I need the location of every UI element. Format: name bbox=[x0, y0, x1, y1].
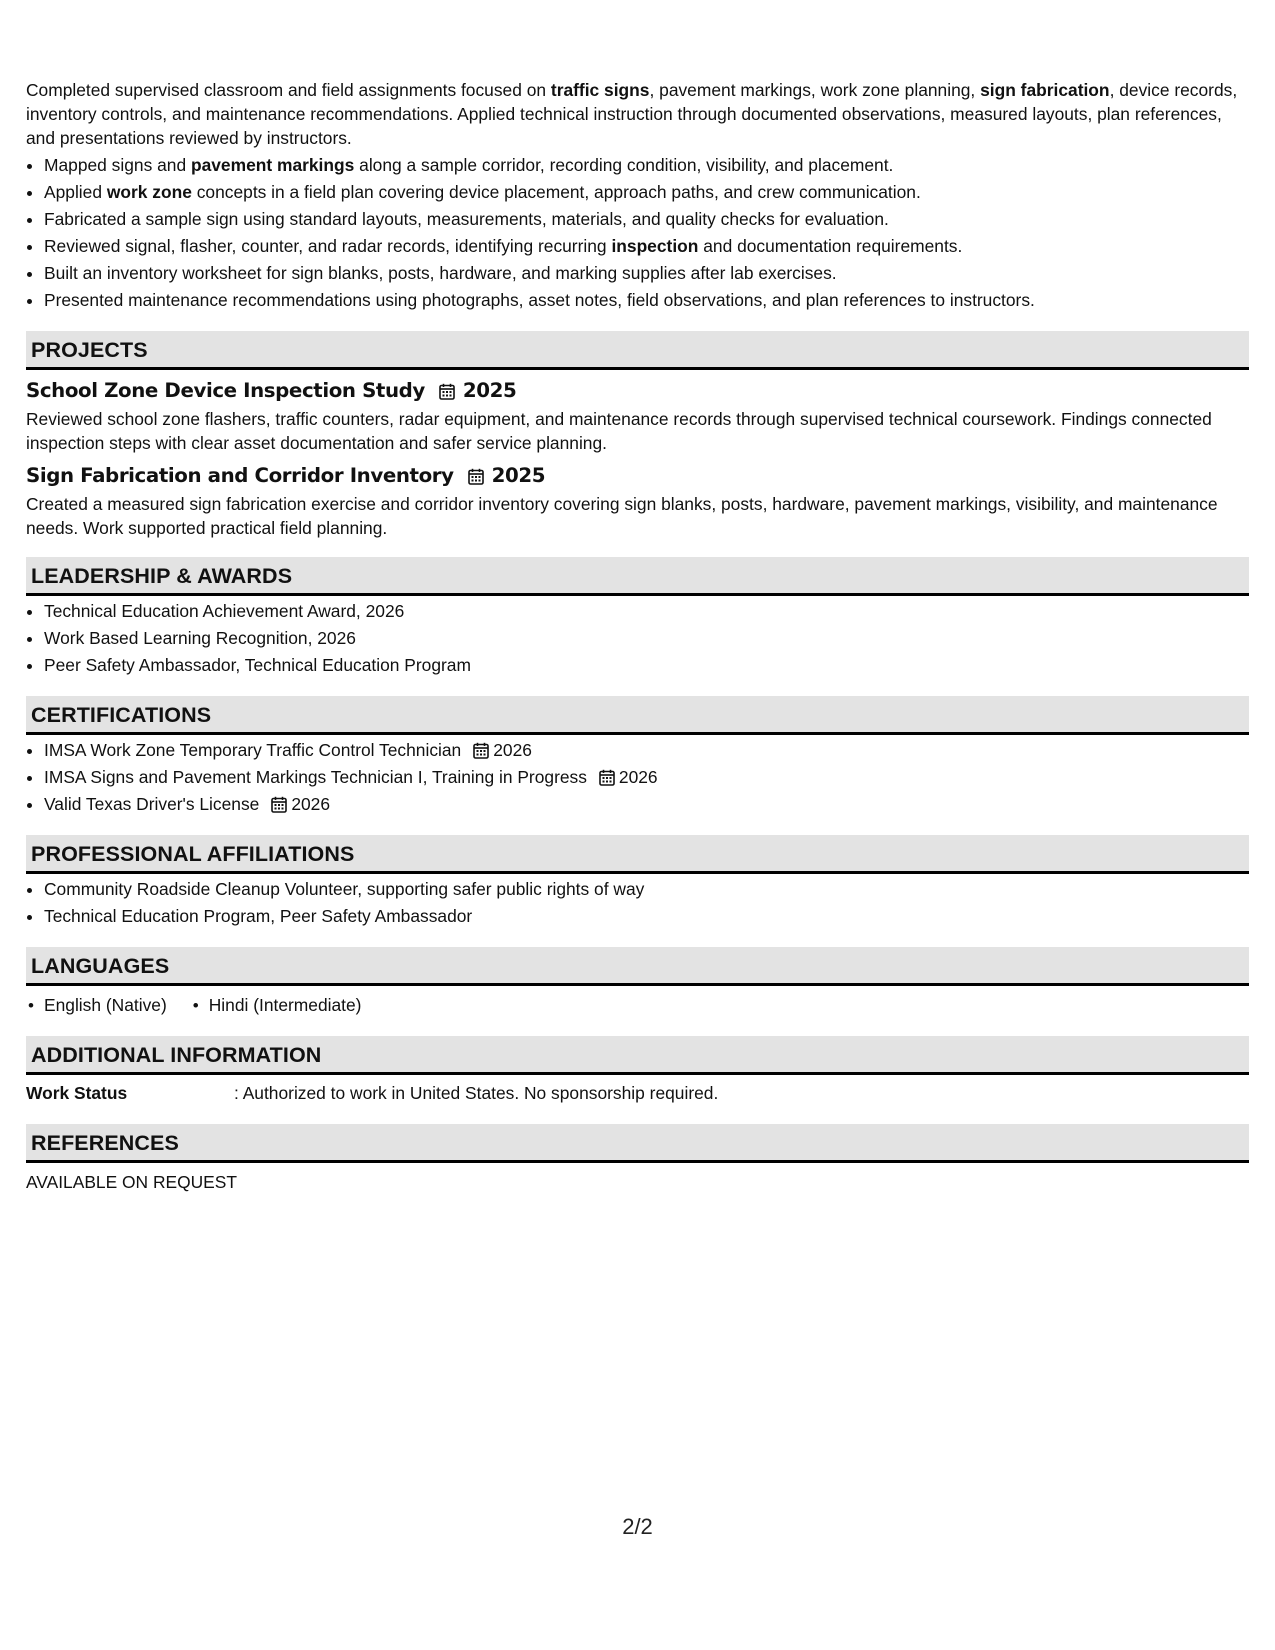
experience-bullet bbox=[44, 152, 1249, 179]
text-run: Applied bbox=[44, 182, 107, 202]
certification-name: • IMSA Signs and Pavement Markings Technician I, Training in Progress bbox=[44, 767, 587, 787]
languages-list bbox=[26, 992, 1249, 1019]
calendar-icon bbox=[439, 383, 455, 400]
section-heading-certifications: CERTIFICATIONS bbox=[26, 696, 1249, 735]
awards-list bbox=[26, 598, 1249, 679]
bold-keyword: pavement markings bbox=[190, 155, 355, 175]
certification-item bbox=[44, 791, 1249, 818]
certification-name: • IMSA Work Zone Temporary Traffic Control Technician bbox=[44, 740, 462, 760]
text-run: concepts in a field plan covering device placement, approach paths, and crew communication. bbox=[191, 182, 921, 202]
experience-bullet bbox=[44, 233, 1249, 260]
affiliation-item: • Community Roadside Cleanup Volunteer, supporting safer public rights of way bbox=[44, 876, 1249, 903]
certification-item bbox=[44, 764, 1249, 791]
text-run: , pavement markings, work zone planning, bbox=[649, 80, 981, 100]
calendar-icon bbox=[271, 796, 287, 813]
experience-bullet bbox=[44, 260, 1249, 287]
text-run: along a sample corridor, recording condition, visibility, and placement. bbox=[354, 155, 894, 175]
award-item: • Technical Education Achievement Award, 2026 bbox=[44, 598, 1249, 625]
experience-summary bbox=[26, 78, 1249, 150]
references-text: AVAILABLE ON REQUEST bbox=[26, 1172, 238, 1192]
projects-list bbox=[26, 378, 1249, 540]
project-title-row bbox=[26, 378, 1249, 404]
certification-line bbox=[44, 737, 532, 764]
text-run: Completed supervised classroom and field assignments focused on bbox=[26, 80, 551, 100]
certification-year: 2026 bbox=[618, 767, 658, 787]
experience-bullets bbox=[26, 152, 1249, 314]
resume-page bbox=[26, 78, 1249, 1196]
text-run: Mapped signs and bbox=[44, 155, 191, 175]
text-run: Reviewed signal, flasher, counter, and radar records, identifying recurring bbox=[44, 236, 612, 256]
calendar-icon bbox=[473, 742, 489, 759]
affiliations-list bbox=[26, 876, 1249, 930]
experience-bullet bbox=[44, 206, 1249, 233]
project-title: Sign Fabrication and Corridor Inventory bbox=[26, 464, 454, 487]
work-status-value: : Authorized to work in United States. No sponsorship required. bbox=[234, 1083, 719, 1103]
bold-keyword: work zone bbox=[106, 182, 192, 202]
section-heading-projects: PROJECTS bbox=[26, 331, 1249, 370]
work-status-row bbox=[26, 1080, 1249, 1107]
calendar-icon bbox=[468, 468, 484, 485]
language-item: • Hindi (Intermediate) bbox=[191, 992, 362, 1019]
bold-keyword: sign fabrication bbox=[980, 80, 1110, 100]
certifications-list bbox=[26, 737, 1249, 818]
experience-bullet bbox=[44, 287, 1249, 314]
project-year: 2025 bbox=[491, 464, 546, 487]
project-title: School Zone Device Inspection Study bbox=[26, 379, 425, 402]
project-description: Created a measured sign fabrication exercise and corridor inventory covering sign blanks, posts, hardware, pavement markings, visibility, and maintenance needs. Work supported practical field planning. bbox=[26, 494, 1218, 538]
affiliation-item: • Technical Education Program, Peer Safety Ambassador bbox=[44, 903, 1249, 930]
certification-name: • Valid Texas Driver's License bbox=[44, 794, 260, 814]
section-heading-affiliations: PROFESSIONAL AFFILIATIONS bbox=[26, 835, 1249, 874]
section-heading-additional-info: ADDITIONAL INFORMATION bbox=[26, 1036, 1249, 1075]
certification-year: 2026 bbox=[493, 740, 532, 760]
award-item: • Work Based Learning Recognition, 2026 bbox=[44, 625, 1249, 652]
certification-item bbox=[44, 737, 1249, 764]
bold-keyword: traffic signs bbox=[550, 80, 650, 100]
award-item: • Peer Safety Ambassador, Technical Education Program bbox=[44, 652, 1249, 679]
page-number: 2/2 bbox=[622, 1514, 653, 1539]
project-year: 2025 bbox=[462, 379, 517, 402]
certification-line bbox=[44, 764, 658, 791]
text-run: and documentation requirements. bbox=[698, 236, 963, 256]
text-run: Presented maintenance recommendations using photographs, asset notes, field observations, and plan references to instructors. bbox=[44, 290, 1035, 310]
text-run: Built an inventory worksheet for sign blanks, posts, hardware, and marking supplies after lab exercises. bbox=[44, 263, 837, 283]
project-item bbox=[26, 463, 1249, 540]
language-item: • English (Native) bbox=[26, 992, 167, 1019]
bold-keyword: inspection bbox=[611, 236, 699, 256]
certification-year: 2026 bbox=[291, 794, 331, 814]
project-title-row bbox=[26, 463, 1249, 489]
certification-line bbox=[44, 791, 330, 818]
work-status-label: Work Status bbox=[26, 1083, 128, 1103]
experience-bullet bbox=[44, 179, 1249, 206]
section-heading-languages: LANGUAGES bbox=[26, 947, 1249, 986]
section-heading-references: REFERENCES bbox=[26, 1124, 1249, 1163]
calendar-icon bbox=[599, 769, 615, 786]
text-run: , device records, inventory controls, and maintenance recommendations. Applied technical instruction through documented observations, measured layouts, plan references, and presentations reviewed by instructors. bbox=[26, 80, 1238, 148]
text-run: Fabricated a sample sign using standard layouts, measurements, materials, and quality checks for evaluation. bbox=[44, 209, 889, 229]
project-item bbox=[26, 378, 1249, 455]
section-heading-awards: LEADERSHIP & AWARDS bbox=[26, 557, 1249, 596]
project-description: Reviewed school zone flashers, traffic counters, radar equipment, and maintenance records through supervised technical coursework. Findings connected inspection steps with clear asset documentation and safer service planning. bbox=[26, 409, 1212, 453]
